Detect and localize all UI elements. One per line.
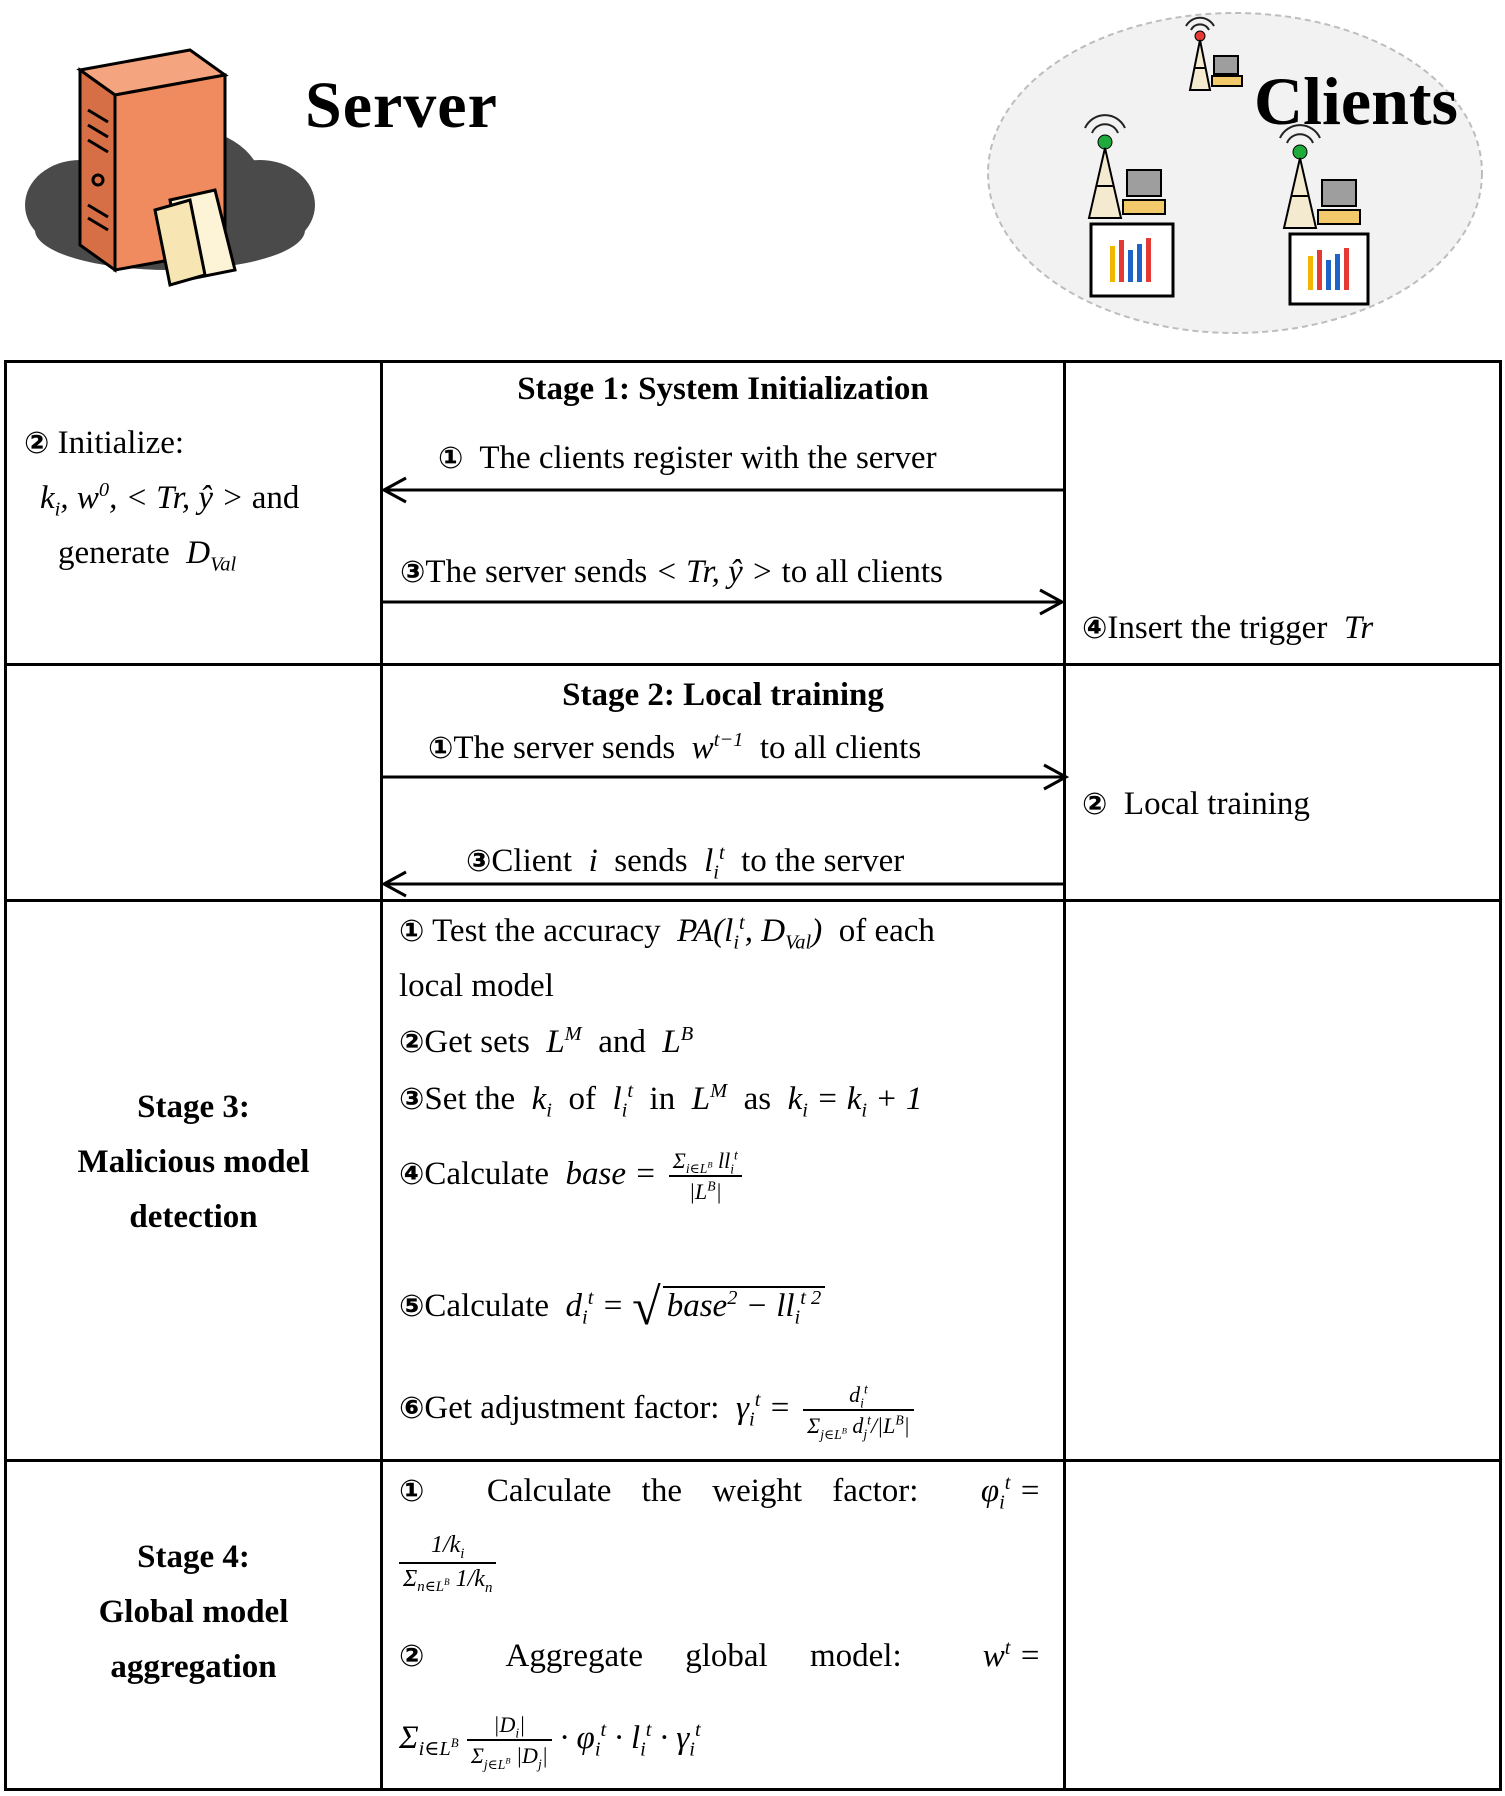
stage3-title: Stage 3: Malicious model detection bbox=[77, 1089, 310, 1235]
stage1-title: Stage 1: System Initialization bbox=[517, 371, 929, 407]
stage1-step4-label: ④Insert the trigger Tr bbox=[1082, 610, 1374, 646]
stage3-step1-cont: local model bbox=[399, 968, 554, 1004]
stage4-aggregate-formula: $\Sigma_{i\in L^B}$ $\frac{|D_i|}{\Sigma_{j\in L^B} |D_j|}$ · $\varphi_i^t \cdot l_i^t \cdot \gamma_i^t$ bbox=[399, 1712, 701, 1772]
stage4-weight-fraction: $\frac{1/k_i}{\Sigma_{n\in L^B} 1/k_n}$ bbox=[399, 1532, 496, 1593]
stage3-step6-label: ⑥Get adjustment factor: $\gamma_i^t$ = $\frac{d_i^t}{\Sigma_{j\in L^B} d_j^t/|L^B|}$ bbox=[399, 1382, 914, 1439]
stage4-step1-label: ① Calculate the weight factor: $\varphi_i^t$ = bbox=[399, 1472, 1041, 1514]
stage4-title: Stage 4: Global model aggregation bbox=[98, 1539, 289, 1685]
stage3-step5-label: ⑤Calculate $d_i^t$ = √ base$^2$ − $ll_i^{t 2}$ bbox=[399, 1282, 825, 1334]
stage3-step3-label: ③Set the $k_i$ of $l_i^t$ in $L^M$ as $k_i = k_i + 1$ bbox=[399, 1080, 923, 1122]
stage1-init-variables: $k_i$, $w^0$, < Tr, ŷ > and bbox=[40, 479, 300, 521]
server-title: Server bbox=[305, 69, 498, 142]
clients-title: Clients bbox=[1254, 63, 1458, 139]
stage1-step1-label: ① The clients register with the server bbox=[438, 440, 937, 476]
stage2-step2-label: ② Local training bbox=[1082, 786, 1310, 822]
base-formula-fraction: $\frac{\Sigma_{i\in L^B} ll_i^t}{|L^B|}$ bbox=[669, 1148, 742, 1205]
stage2-step3-label: ③Client i sends $l_i^t$ to the server bbox=[466, 842, 905, 884]
stage2-step1-label: ①The server sends $w^{t-1}$ to all clients bbox=[428, 729, 922, 766]
stage3-step2-label: ②Get sets $L^M$ and $L^B$ bbox=[399, 1023, 694, 1060]
stage1-server-initialize: ② Initialize: bbox=[24, 425, 185, 461]
stage4-step2-label: ② Aggregate global model: $w^t$ = bbox=[399, 1637, 1041, 1674]
arrow-left bbox=[384, 478, 1063, 502]
stage2-title: Stage 2: Local training bbox=[562, 677, 884, 713]
arrow-right bbox=[383, 590, 1062, 614]
stage1-step3-label: ③The server sends < Tr, ŷ > to all clients bbox=[400, 554, 943, 590]
arrow-right bbox=[383, 765, 1066, 789]
gamma-formula-fraction: $\frac{d_i^t}{\Sigma_{j\in L^B} d_j^t/|L^B|}$ bbox=[803, 1382, 914, 1439]
stage3-step4-label: ④Calculate base = $\frac{\Sigma_{i\in L^B} ll_i^t}{|L^B|}$ bbox=[399, 1148, 742, 1205]
stage1-generate-dval: generate $D_{Val}$ bbox=[58, 535, 237, 576]
stage3-step1-label: ① Test the accuracy $PA(l_i^t$, $D_{Val}$) of each bbox=[399, 912, 935, 954]
